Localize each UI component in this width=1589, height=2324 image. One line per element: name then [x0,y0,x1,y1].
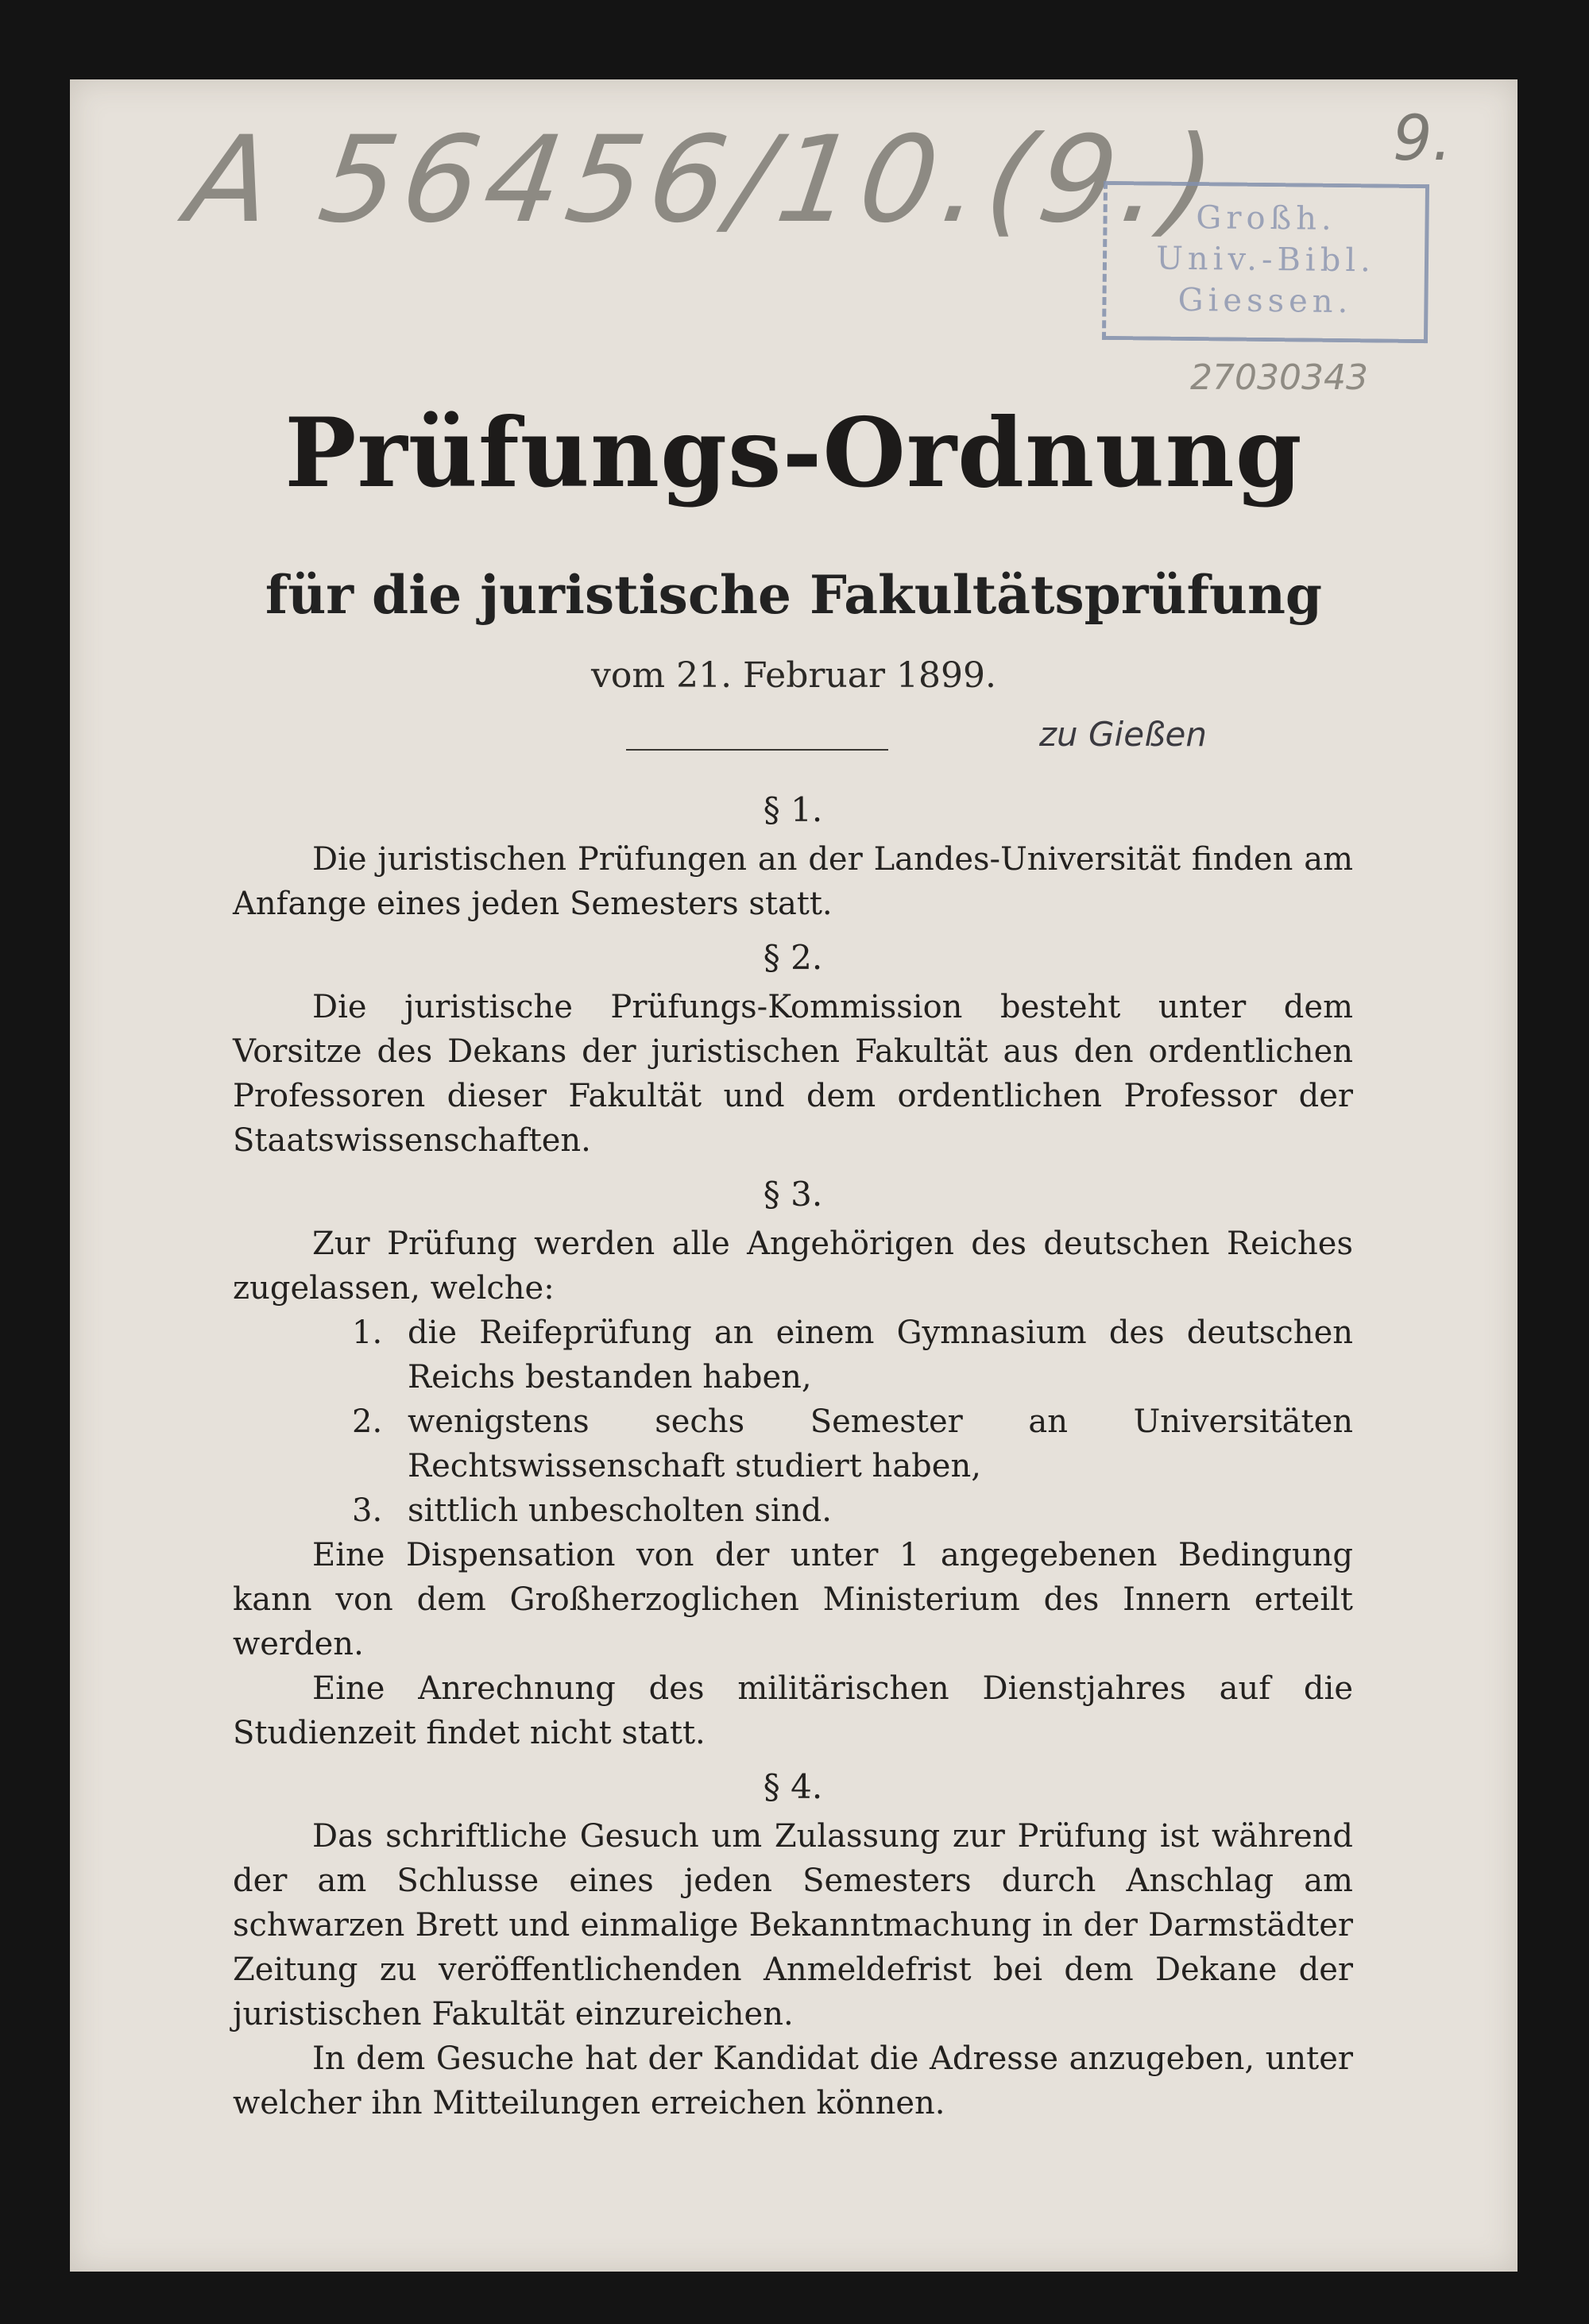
paragraph: Die juristische Prüfungs-Kommission besteht unter dem Vorsitze des Dekans der juristischen Fakultät aus den ordentlichen Professoren dieser Fakultät und dem ordentlichen Professor der Staatswissenschaften. [233,989,1353,1159]
stamp-line: Großh. [1196,199,1336,237]
list-item-number: 2. [352,1403,383,1440]
document-body [233,778,1353,2125]
paragraph: Eine Dispensation von der unter 1 angegebenen Bedingung kann von dem Großherzoglichen Ministerium des Innern erteilt werden. [233,1537,1353,1662]
section-heading: § 2. [763,938,823,977]
list-item-text: wenigstens sechs Semester an Universitäten Rechtswissenschaft studiert haben, [408,1403,1353,1484]
section-heading: § 4. [763,1767,823,1806]
document-page [70,79,1517,2272]
list-item-text: die Reifeprüfung an einem Gymnasium des deutschen Reichs bestanden haben, [408,1314,1353,1396]
library-stamp [1102,181,1429,343]
list-item [233,1311,1353,1399]
list-item-number: 3. [352,1492,383,1529]
handwritten-library-code: 27030343 [1190,357,1368,398]
list-item [233,1488,1353,1533]
stamp-line: Univ.-Bibl. [1155,240,1376,280]
paragraph: In dem Gesuche hat der Kandidat die Adresse anzugeben, unter welcher ihn Mitteilungen erreichen können. [233,2040,1353,2121]
section-heading: § 3. [763,1175,823,1214]
handwritten-page-number: 9. [1393,103,1452,175]
section-heading: § 1. [763,790,823,829]
handwritten-place-note: zu Gießen [1039,715,1207,754]
list-item-number: 1. [352,1314,383,1351]
document-date: vom 21. Februar 1899. [591,655,996,696]
paragraph: Das schriftliche Gesuch um Zulassung zur Prüfung ist während der am Schlusse eines jeden Semesters durch Anschlag am schwarzen Brett und einmalige Bekanntmachung in der Darmstädter Zeitung zu veröffentlichenden Anmeldefrist bei dem Dekane der juristischen Fakultät einzureichen. [233,1818,1353,2033]
paragraph: Die juristischen Prüfungen an der Landes-Universität finden am Anfange eines jeden Semesters statt. [233,841,1353,922]
list-item [233,1399,1353,1488]
paragraph: Zur Prüfung werden alle Angehörigen des deutschen Reiches zugelassen, welche: [233,1226,1353,1307]
document-subtitle: für die juristische Fakultätsprüfung [265,564,1323,626]
divider-rule [626,749,888,751]
stamp-line: Giessen. [1177,281,1353,321]
paragraph: Eine Anrechnung des militärischen Dienstjahres auf die Studienzeit findet nicht statt. [233,1670,1353,1751]
handwritten-shelfmark: A 56456/10.(9.) [179,111,1229,249]
condition-list [233,1311,1353,1533]
list-item-text: sittlich unbescholten sind. [408,1492,832,1529]
document-title: Prüfungs-Ordnung [284,397,1303,509]
